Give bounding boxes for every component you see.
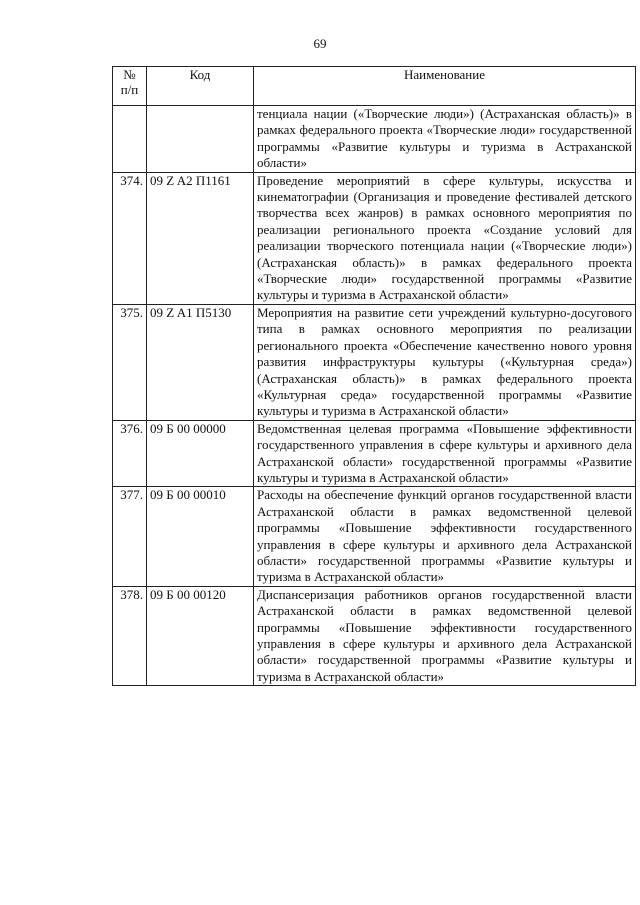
row-name: Ведомственная целевая программа «Повышение эффективности государственного управления в сфере культуры и архивного дела Астраханской области» государственной программы «Развитие культуры и туризма в Астраханской области» (254, 420, 636, 487)
table-row (113, 172, 636, 304)
row-code: 09 Б 00 00010 (147, 487, 254, 586)
row-code: 09 Б 00 00120 (147, 586, 254, 685)
table-row (113, 586, 636, 685)
budget-classification-table (112, 66, 636, 686)
page-number: 69 (313, 36, 327, 51)
row-number (113, 106, 147, 173)
table-row (113, 106, 636, 173)
row-code (147, 106, 254, 173)
row-code: 09 Б 00 00000 (147, 420, 254, 487)
row-name: Проведение мероприятий в сфере культуры, искусства и кинематографии (Организация и проведение фестивалей детского творчества всех жанров) в рамках основного мероприятия по реализации регионального проекта «Создание условий для реализации творческого потенциала нации («Творческие люди») (Астраханская область)» в рамках федерального проекта «Творческие люди» государственной программы «Развитие культуры и туризма в Астраханской области» (254, 172, 636, 304)
header-code: Код (147, 67, 254, 106)
row-name: Расходы на обеспечение функций органов государственной власти Астраханской области в рамках ведомственной целевой программы «Повышение эффективности государственного управления в сфере культуры и архивного дела Астраханской области» государственной программы «Развитие культуры и туризма в Астраханской области» (254, 487, 636, 586)
row-number: 378. (113, 586, 147, 685)
row-number: 375. (113, 304, 147, 420)
header-num-abbrev: п/п (120, 82, 139, 97)
row-number: 374. (113, 172, 147, 304)
table-row (113, 487, 636, 586)
table-header-row (113, 67, 636, 106)
row-number: 377. (113, 487, 147, 586)
row-code: 09 Z A2 П1161 (147, 172, 254, 304)
row-name: тенциала нации («Творческие люди») (Астраханская область)» в рамках федерального проекта «Творческие люди» государственной программы «Развитие культуры и туризма в Астраханской области» (254, 106, 636, 173)
row-name: Мероприятия на развитие сети учреждений культурно-досугового типа в рамках основного мероприятия по реализации регионального проекта «Обеспечение качественно нового уровня развития инфраструктуры культуры («Культурная среда») (Астраханская область)» в рамках федерального проекта «Культурная среда» государственной программы «Развитие культуры и туризма в Астраханской области» (254, 304, 636, 420)
header-name: Наименование (254, 67, 636, 106)
table-row (113, 304, 636, 420)
table-row (113, 420, 636, 487)
row-code: 09 Z A1 П5130 (147, 304, 254, 420)
row-name: Диспансеризация работников органов государственной власти Астраханской области в рамках ведомственной целевой программы «Повышение эффективности государственного управления в сфере культуры и архивного дела Астраханской области» государственной программы «Развитие культуры и туризма в Астраханской области» (254, 586, 636, 685)
header-num (113, 67, 147, 106)
header-num-symbol: № (123, 67, 136, 82)
row-number: 376. (113, 420, 147, 487)
